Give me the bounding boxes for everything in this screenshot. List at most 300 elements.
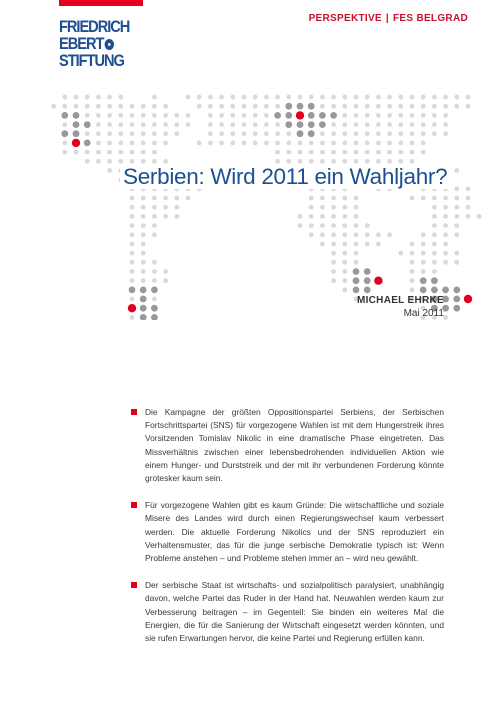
map-dot xyxy=(443,214,448,219)
map-dot xyxy=(342,251,347,256)
map-dot xyxy=(342,113,347,118)
map-dot xyxy=(331,269,336,274)
summary-bullet-text: Für vorgezogene Wahlen gibt es kaum Gründe: Die wirtschaftliche und soziale Misere des Landes wird durch einen Regierungswechsel kaum verbessert werden. Die aktuelle Forderung Nikolics und der SNS reproduziert ein Verhaltensmuster, das für die junge serbische Demokratie typisch ist: Wenn Probleme anstehen – und Probleme stehen immer an – wird neu gewählt. xyxy=(145,500,444,564)
map-dot xyxy=(365,242,370,247)
map-dot xyxy=(73,130,80,137)
map-dot xyxy=(197,141,202,146)
author-block xyxy=(357,295,444,319)
summary-bullet-text: Die Kampagne der größten Oppositionspartei Serbiens, der Serbischen Fortschrittspartei (SNS) für vorgezogene Wahlen ist mit dem Hungerstreik ihres Vorsitzenden Tomislav Nikolic in eine dramatische Phase eingetreten. Das Missverhältnis zwischen einer lebensbedrohenden individuellen Aktion wie einem Hunger- und Durststreik und der mit ihr verbundenen Forderung könnte grotesker kaum sein. xyxy=(145,407,444,484)
map-dot xyxy=(432,131,437,136)
map-dot xyxy=(230,122,235,127)
map-dot xyxy=(432,223,437,228)
map-dot xyxy=(354,251,359,256)
map-dot xyxy=(354,141,359,146)
map-dot xyxy=(242,131,247,136)
map-dot xyxy=(432,113,437,118)
map-dot xyxy=(286,95,291,100)
map-dot xyxy=(443,251,448,256)
map-dot xyxy=(431,277,438,284)
map-dot xyxy=(365,223,370,228)
summary-bullets xyxy=(131,406,444,659)
map-dot xyxy=(96,159,101,164)
map-dot xyxy=(398,122,403,127)
map-dot xyxy=(410,278,415,283)
map-dot xyxy=(319,121,326,128)
publication-date: Mai 2011 xyxy=(403,308,444,319)
map-dot xyxy=(308,121,315,128)
map-dot xyxy=(96,131,101,136)
map-dot xyxy=(466,214,471,219)
map-dot xyxy=(163,196,168,201)
map-dot xyxy=(421,196,426,201)
map-dot xyxy=(264,122,269,127)
map-dot xyxy=(107,95,112,100)
map-dot xyxy=(320,205,325,210)
map-dot xyxy=(152,205,157,210)
map-dot xyxy=(365,232,370,237)
map-dot xyxy=(320,95,325,100)
map-dot xyxy=(118,141,123,146)
map-dot xyxy=(141,251,146,256)
map-dot xyxy=(387,95,392,100)
map-dot xyxy=(453,287,460,294)
map-dot xyxy=(141,242,146,247)
map-dot xyxy=(141,159,146,164)
map-dot xyxy=(275,141,280,146)
map-dot xyxy=(466,186,471,191)
map-dot xyxy=(454,232,459,237)
map-dot xyxy=(421,122,426,127)
map-dot xyxy=(96,122,101,127)
map-dot xyxy=(163,141,168,146)
map-dot xyxy=(163,269,168,274)
map-dot xyxy=(431,287,438,294)
map-dot xyxy=(477,214,482,219)
map-dot xyxy=(443,260,448,265)
map-dot xyxy=(443,242,448,247)
map-dot xyxy=(432,232,437,237)
map-dot xyxy=(286,159,291,164)
map-dot xyxy=(432,196,437,201)
map-dot xyxy=(118,150,123,155)
map-dot xyxy=(130,278,135,283)
map-dot xyxy=(186,95,191,100)
map-dot xyxy=(432,260,437,265)
map-dot xyxy=(364,277,371,284)
map-dot xyxy=(152,196,157,201)
fes-logo xyxy=(59,0,143,69)
map-dot xyxy=(186,122,191,127)
map-dot xyxy=(141,232,146,237)
map-dot xyxy=(152,113,157,118)
map-dot xyxy=(130,269,135,274)
map-dot xyxy=(285,121,292,128)
map-dot xyxy=(421,141,426,146)
map-dot xyxy=(264,141,269,146)
map-dot xyxy=(466,205,471,210)
map-dot xyxy=(62,122,67,127)
map-dot xyxy=(297,130,304,137)
logo-red-bar xyxy=(59,0,143,6)
map-dot xyxy=(197,104,202,109)
map-dot xyxy=(286,150,291,155)
summary-bullet-text: Der serbische Staat ist wirtschafts- und sozialpolitisch paralysiert, unabhängig davon, welche Partei das Ruder in der Hand hat. Neuwahlen werden kaum zur Verbesserung beitragen – im Gegenteil: Sie binden ein weiteres Mal die Energien, die für die Sanierung der Wirtschaft eingesetzt werden könnten, und sie rufen Erwartungen hervor, die keine Partei und Regierung erfüllen kann. xyxy=(145,580,444,644)
map-dot xyxy=(354,104,359,109)
map-dot xyxy=(107,104,112,109)
map-dot xyxy=(443,131,448,136)
map-dot xyxy=(62,95,67,100)
map-dot xyxy=(421,131,426,136)
map-dot xyxy=(130,205,135,210)
map-dot xyxy=(242,122,247,127)
map-dot xyxy=(285,103,292,110)
map-dot xyxy=(410,251,415,256)
map-dot xyxy=(130,251,135,256)
map-dot xyxy=(398,95,403,100)
map-dot xyxy=(354,131,359,136)
map-dot xyxy=(443,122,448,127)
map-dot xyxy=(253,95,258,100)
map-dot xyxy=(253,104,258,109)
map-dot xyxy=(342,122,347,127)
map-dot xyxy=(342,214,347,219)
map-dot xyxy=(387,122,392,127)
map-dot xyxy=(107,168,112,173)
map-dot xyxy=(208,141,213,146)
map-dot xyxy=(96,113,101,118)
map-dot xyxy=(454,95,459,100)
map-dot xyxy=(298,159,303,164)
map-dot xyxy=(242,113,247,118)
map-dot xyxy=(264,95,269,100)
map-dot xyxy=(152,269,157,274)
map-dot xyxy=(242,104,247,109)
map-dot xyxy=(354,159,359,164)
map-dot xyxy=(141,150,146,155)
map-dot xyxy=(275,122,280,127)
map-dot xyxy=(151,287,158,294)
map-dot xyxy=(141,269,146,274)
map-dot xyxy=(118,113,123,118)
map-dot xyxy=(421,251,426,256)
map-dot xyxy=(309,95,314,100)
map-dot xyxy=(163,122,168,127)
map-dot xyxy=(421,269,426,274)
map-dot xyxy=(152,122,157,127)
logo-line-2 xyxy=(59,35,131,52)
map-dot xyxy=(466,95,471,100)
map-dot xyxy=(130,315,135,320)
map-dot xyxy=(152,297,157,302)
map-dot xyxy=(365,131,370,136)
map-dot xyxy=(253,141,258,146)
map-dot xyxy=(141,113,146,118)
map-dot xyxy=(152,278,157,283)
map-dot xyxy=(163,113,168,118)
map-dot xyxy=(342,95,347,100)
map-dot xyxy=(85,159,90,164)
map-dot xyxy=(128,304,136,312)
map-dot xyxy=(308,112,315,119)
map-dot xyxy=(354,95,359,100)
map-dot xyxy=(219,104,224,109)
map-dot xyxy=(85,95,90,100)
map-dot xyxy=(186,196,191,201)
map-dot xyxy=(387,159,392,164)
map-dot xyxy=(454,104,459,109)
map-dot xyxy=(62,150,67,155)
map-dot xyxy=(398,141,403,146)
map-dot xyxy=(174,214,179,219)
map-dot xyxy=(342,159,347,164)
map-dot xyxy=(219,95,224,100)
map-dot xyxy=(354,122,359,127)
map-dot xyxy=(365,122,370,127)
map-dot xyxy=(186,113,191,118)
map-dot xyxy=(420,287,427,294)
map-dot xyxy=(342,150,347,155)
map-dot xyxy=(376,95,381,100)
map-dot xyxy=(118,131,123,136)
map-dot xyxy=(130,232,135,237)
map-dot xyxy=(443,95,448,100)
map-dot xyxy=(141,260,146,265)
map-dot xyxy=(342,131,347,136)
map-dot xyxy=(141,214,146,219)
logo-line-3: STIFTUNG xyxy=(59,51,124,70)
map-dot xyxy=(443,232,448,237)
map-dot xyxy=(264,113,269,118)
map-dot xyxy=(331,242,336,247)
map-dot xyxy=(73,121,80,128)
map-dot xyxy=(319,112,326,119)
map-dot xyxy=(354,223,359,228)
summary-bullet xyxy=(131,579,444,645)
map-dot xyxy=(320,196,325,201)
map-dot xyxy=(331,205,336,210)
map-dot xyxy=(174,131,179,136)
map-dot xyxy=(107,122,112,127)
map-dot xyxy=(85,131,90,136)
map-dot xyxy=(118,159,123,164)
map-dot xyxy=(364,287,371,294)
map-dot xyxy=(275,150,280,155)
map-dot xyxy=(197,95,202,100)
map-dot xyxy=(443,223,448,228)
map-dot xyxy=(152,159,157,164)
map-dot xyxy=(152,223,157,228)
map-dot xyxy=(354,205,359,210)
map-dot xyxy=(398,104,403,109)
map-dot xyxy=(421,95,426,100)
map-dot xyxy=(285,112,292,119)
map-dot xyxy=(387,113,392,118)
map-dot xyxy=(342,269,347,274)
map-dot xyxy=(342,205,347,210)
map-dot xyxy=(364,268,371,275)
map-dot xyxy=(130,223,135,228)
map-dot xyxy=(331,95,336,100)
map-dot xyxy=(141,205,146,210)
office-name: FES BELGRAD xyxy=(393,13,468,24)
map-dot xyxy=(230,113,235,118)
map-dot xyxy=(454,223,459,228)
map-dot xyxy=(152,232,157,237)
map-dot xyxy=(454,186,459,191)
map-dot xyxy=(230,95,235,100)
map-dot xyxy=(331,278,336,283)
map-dot xyxy=(354,150,359,155)
map-dot xyxy=(107,131,112,136)
map-dot xyxy=(432,95,437,100)
map-dot xyxy=(275,159,280,164)
map-dot xyxy=(354,260,359,265)
map-dot xyxy=(398,113,403,118)
map-dot xyxy=(410,150,415,155)
map-dot xyxy=(331,122,336,127)
map-dot xyxy=(421,150,426,155)
map-dot xyxy=(354,113,359,118)
map-dot xyxy=(208,131,213,136)
map-dot xyxy=(410,113,415,118)
map-dot xyxy=(107,159,112,164)
map-dot xyxy=(61,130,68,137)
map-dot xyxy=(264,104,269,109)
map-dot xyxy=(130,297,135,302)
map-dot xyxy=(421,242,426,247)
map-dot xyxy=(432,205,437,210)
map-dot xyxy=(62,104,67,109)
map-dot xyxy=(130,150,135,155)
map-dot xyxy=(342,242,347,247)
map-dot xyxy=(387,104,392,109)
map-dot xyxy=(432,242,437,247)
series-header xyxy=(309,13,468,24)
map-dot xyxy=(410,288,415,293)
map-dot xyxy=(208,122,213,127)
map-dot xyxy=(398,159,403,164)
map-dot xyxy=(298,223,303,228)
map-dot xyxy=(74,104,79,109)
map-dot xyxy=(320,131,325,136)
map-dot xyxy=(443,196,448,201)
map-dot xyxy=(387,141,392,146)
map-dot xyxy=(420,277,427,284)
map-dot xyxy=(376,141,381,146)
map-dot xyxy=(152,214,157,219)
map-dot xyxy=(421,104,426,109)
logo-line-1: FRIEDRICH xyxy=(59,17,130,36)
map-dot xyxy=(443,104,448,109)
map-dot xyxy=(454,251,459,256)
map-dot xyxy=(454,168,459,173)
map-dot xyxy=(354,242,359,247)
map-dot xyxy=(354,214,359,219)
map-dot xyxy=(140,314,147,320)
map-dot xyxy=(376,113,381,118)
map-dot xyxy=(320,141,325,146)
map-dot xyxy=(410,104,415,109)
map-dot xyxy=(286,141,291,146)
map-dot xyxy=(432,122,437,127)
map-dot xyxy=(410,159,415,164)
author-name: MICHAEL EHRKE xyxy=(356,295,444,306)
map-dot xyxy=(454,205,459,210)
map-dot xyxy=(298,141,303,146)
map-dot xyxy=(421,232,426,237)
map-dot xyxy=(308,103,315,110)
map-dot xyxy=(376,104,381,109)
map-dot xyxy=(61,112,68,119)
map-dot xyxy=(376,122,381,127)
map-dot xyxy=(410,95,415,100)
map-dot xyxy=(365,113,370,118)
map-dot xyxy=(398,131,403,136)
map-dot xyxy=(219,122,224,127)
map-dot xyxy=(242,141,247,146)
map-dot xyxy=(376,150,381,155)
map-dot xyxy=(421,113,426,118)
map-dot xyxy=(141,278,146,283)
map-dot xyxy=(342,141,347,146)
map-dot xyxy=(141,131,146,136)
map-dot xyxy=(320,104,325,109)
map-dot xyxy=(298,95,303,100)
map-dot xyxy=(466,196,471,201)
map-dot xyxy=(410,260,415,265)
map-dot xyxy=(342,232,347,237)
map-dot xyxy=(330,112,337,119)
map-dot xyxy=(96,104,101,109)
map-dot xyxy=(208,113,213,118)
map-dot xyxy=(454,214,459,219)
map-dot xyxy=(130,122,135,127)
map-dot xyxy=(432,251,437,256)
map-dot xyxy=(85,104,90,109)
map-dot xyxy=(219,141,224,146)
map-dot xyxy=(331,104,336,109)
map-dot xyxy=(129,287,136,294)
map-dot xyxy=(96,150,101,155)
map-dot xyxy=(331,260,336,265)
map-dot xyxy=(410,269,415,274)
map-dot xyxy=(275,104,280,109)
map-dot xyxy=(253,131,258,136)
map-dot xyxy=(163,104,168,109)
map-dot xyxy=(365,141,370,146)
map-dot xyxy=(398,251,403,256)
map-dot xyxy=(443,113,448,118)
map-dot xyxy=(454,260,459,265)
map-dot xyxy=(331,196,336,201)
map-dot xyxy=(342,104,347,109)
map-dot xyxy=(309,159,314,164)
map-dot xyxy=(331,214,336,219)
map-dot xyxy=(141,141,146,146)
map-dot xyxy=(309,196,314,201)
map-dot xyxy=(432,269,437,274)
map-dot xyxy=(432,104,437,109)
map-dot xyxy=(85,150,90,155)
map-dot xyxy=(219,113,224,118)
map-dot xyxy=(320,150,325,155)
map-dot xyxy=(141,196,146,201)
map-dot xyxy=(331,223,336,228)
map-dot xyxy=(152,104,157,109)
map-dot xyxy=(331,159,336,164)
map-dot xyxy=(365,159,370,164)
map-dot xyxy=(365,95,370,100)
